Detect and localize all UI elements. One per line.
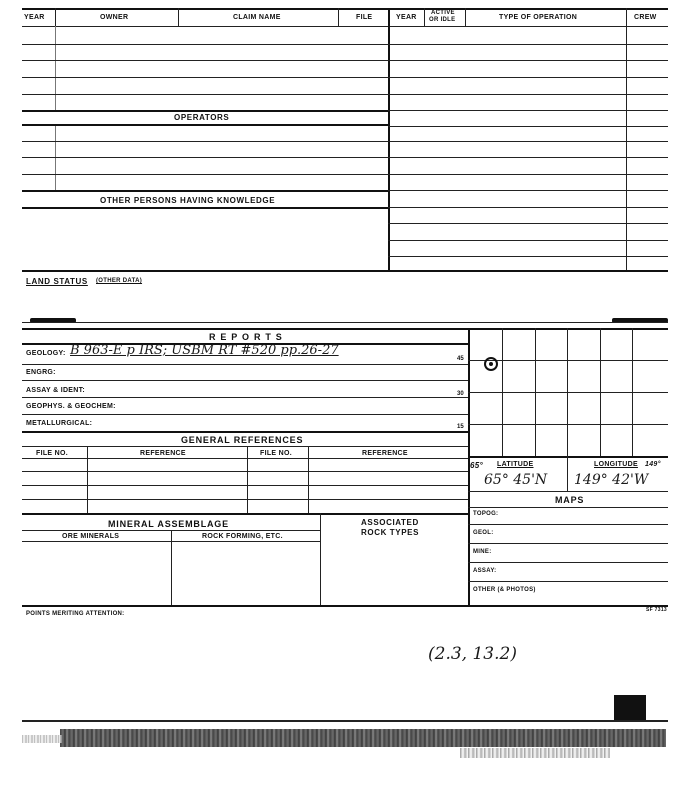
operators-label: OPERATORS — [174, 113, 230, 122]
row-line — [22, 414, 468, 415]
operators-section-bottom — [22, 190, 388, 192]
rock-forming-label: ROCK FORMING, ETC. — [202, 533, 283, 540]
row-line — [22, 485, 468, 486]
row-line — [388, 77, 668, 78]
header-or-idle: OR IDLE — [429, 17, 456, 23]
latitude-label: LATITUDE — [497, 461, 534, 468]
grid-bottom — [468, 456, 668, 458]
ref-col-divider — [247, 446, 248, 513]
row-line — [22, 397, 468, 398]
form-number: SF 7313 — [646, 607, 668, 613]
engrg-label: ENGRG: — [26, 369, 56, 376]
header-owner: OWNER — [100, 14, 129, 21]
ref-header-reference-2: REFERENCE — [362, 450, 408, 457]
row-line — [22, 94, 388, 95]
handwritten-coordinates: (2.3, 13.2) — [428, 644, 517, 664]
geophys-label: GEOPHYS. & GEOCHEM: — [26, 403, 116, 410]
ref-col-divider — [87, 446, 88, 513]
metallurgical-label: METALLURGICAL: — [26, 420, 93, 427]
ref-bottom — [22, 513, 468, 515]
row-line — [388, 190, 668, 191]
assay-ident-label: ASSAY & IDENT: — [26, 387, 86, 394]
row-line — [22, 499, 468, 500]
main-vertical-divider — [388, 8, 390, 270]
lat-degree-mark: 65° — [470, 461, 483, 470]
top-table-bottom-border — [22, 270, 668, 272]
col-divider — [424, 8, 425, 26]
grid-line-h — [468, 360, 668, 361]
row-line — [388, 110, 668, 111]
row-line — [388, 157, 668, 158]
scan-noise-band — [60, 729, 666, 747]
geology-value: B 963-E p IRS; USBM RT #520 pp.26-27 — [70, 343, 339, 358]
geology-num: 45 — [457, 356, 464, 362]
maps-mine: MINE: — [473, 549, 492, 555]
ref-header-bottom — [22, 458, 468, 459]
reports-section-bottom — [22, 605, 668, 607]
reports-bottom — [22, 431, 468, 433]
ref-header-file-no-1: FILE NO. — [36, 450, 68, 457]
row-line — [22, 174, 388, 175]
row-line — [22, 364, 468, 365]
lat-long-divider — [567, 456, 568, 491]
grid-line-h — [468, 424, 668, 425]
scan-noise-bottom — [460, 748, 610, 758]
operators-header-bottom — [22, 124, 388, 126]
row-line — [22, 471, 468, 472]
row-line — [388, 223, 668, 224]
scan-noise-left — [22, 735, 62, 743]
land-status-sub: (OTHER DATA) — [96, 278, 143, 284]
owner-section-bottom — [22, 110, 388, 112]
maps-title-bottom — [468, 507, 668, 508]
reports-title: R E P O R T S — [209, 332, 283, 342]
land-status-label: LAND STATUS — [26, 277, 88, 286]
mineral-assemblage-title: MINERAL ASSEMBLAGE — [108, 519, 229, 529]
associated-label: ASSOCIATED — [361, 518, 419, 527]
location-marker-icon — [484, 357, 498, 371]
maps-assay: ASSAY: — [473, 568, 497, 574]
latitude-value: 65° 45'N — [484, 472, 548, 488]
header-type-of-operation: TYPE OF OPERATION — [499, 14, 578, 21]
row-line — [388, 94, 668, 95]
header-active: ACTIVE — [431, 10, 455, 16]
geology-label: GEOLOGY: — [26, 350, 66, 357]
assay-num: 30 — [457, 391, 464, 397]
row-line — [468, 524, 668, 525]
header-crew: CREW — [634, 14, 657, 21]
general-references-title-bottom — [22, 446, 468, 447]
other-persons-label: OTHER PERSONS HAVING KNOWLEDGE — [100, 196, 276, 205]
row-line — [388, 256, 668, 257]
general-references-title: GENERAL REFERENCES — [181, 435, 304, 445]
row-line — [388, 240, 668, 241]
other-persons-header-bottom — [22, 207, 388, 209]
scan-line — [22, 720, 668, 722]
points-meriting-label: POINTS MERITING ATTENTION: — [26, 611, 125, 617]
row-line — [388, 44, 668, 45]
year-col-divider — [55, 26, 56, 110]
row-line — [468, 562, 668, 563]
row-line — [22, 77, 388, 78]
longitude-label: LONGITUDE — [594, 461, 638, 468]
ore-minerals-label: ORE MINERALS — [62, 533, 120, 540]
rock-types-label: ROCK TYPES — [361, 528, 420, 537]
row-line — [468, 581, 668, 582]
year-col-divider — [55, 126, 56, 190]
row-line — [388, 141, 668, 142]
top-border — [22, 8, 668, 10]
maps-geol: GEOL: — [473, 530, 494, 536]
row-line — [388, 60, 668, 61]
metallurgical-num: 15 — [457, 424, 464, 430]
lat-long-bottom — [468, 491, 668, 492]
row-line — [388, 207, 668, 208]
row-line — [22, 44, 388, 45]
header-bottom-border — [22, 26, 668, 27]
grid-line-h — [468, 392, 668, 393]
longitude-value: 149° 42'W — [574, 472, 649, 488]
mineral-col-divider — [171, 530, 172, 605]
row-line — [22, 141, 388, 142]
col-divider — [178, 8, 179, 26]
maps-title: MAPS — [555, 495, 585, 505]
header-claim-name: CLAIM NAME — [233, 14, 281, 21]
registration-mark — [614, 695, 646, 721]
long-degree-mark: 149° — [645, 461, 661, 468]
row-line — [388, 126, 668, 127]
row-line — [22, 60, 388, 61]
header-year: YEAR — [24, 14, 45, 21]
col-divider — [338, 8, 339, 26]
row-line — [388, 174, 668, 175]
col-divider — [55, 8, 56, 26]
row-line — [468, 543, 668, 544]
ref-col-divider — [308, 446, 309, 513]
maps-other-photos: OTHER (& PHOTOS) — [473, 587, 536, 593]
assoc-divider — [320, 513, 321, 605]
maps-topog: TOPOG: — [473, 511, 499, 517]
header-file: FILE — [356, 14, 373, 21]
header-year-2: YEAR — [396, 14, 417, 21]
ref-header-reference-1: REFERENCE — [140, 450, 186, 457]
reports-top-line — [22, 322, 668, 323]
ref-header-file-no-2: FILE NO. — [260, 450, 292, 457]
row-line — [22, 157, 388, 158]
col-divider — [465, 8, 466, 26]
reports-top-border — [22, 328, 668, 330]
crew-divider — [626, 8, 627, 270]
row-line — [22, 380, 468, 381]
